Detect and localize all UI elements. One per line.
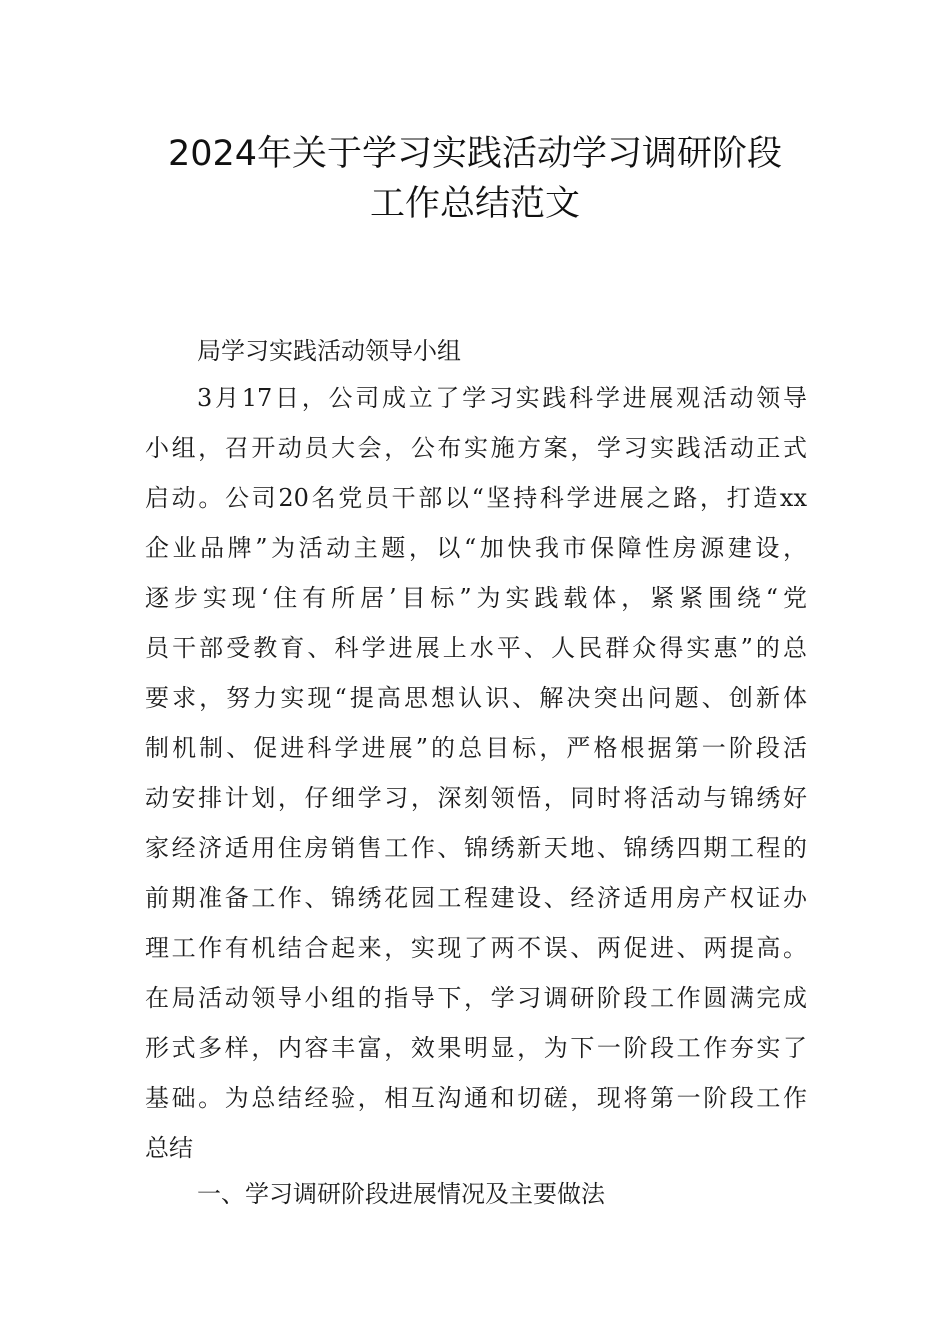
paragraph-line: 启动。公司20名党员干部以“坚持科学进展之路，打造xx [145, 484, 807, 512]
paragraph-line: 小组，召开动员大会，公布实施方案，学习实践活动正式 [145, 434, 807, 462]
paragraph-line: 逐步实现‘住有所居’目标”为实践载体，紧紧围绕“党 [145, 584, 807, 612]
paragraph-line: 形式多样，内容丰富，效果明显，为下一阶段工作夯实了 [145, 1034, 807, 1062]
paragraph-line: 员干部受教育、科学进展上水平、人民群众得实惠”的总 [145, 634, 807, 662]
paragraph-line: 3月17日，公司成立了学习实践科学进展观活动领导 [197, 384, 807, 412]
paragraph-line: 要求，努力实现“提高思想认识、解决突出问题、创新体 [145, 684, 807, 712]
paragraph-line: 制机制、促进科学进展”的总目标，严格根据第一阶段活 [145, 734, 807, 762]
paragraph-line: 在局活动领导小组的指导下，学习调研阶段工作圆满完成 [145, 984, 807, 1012]
paragraph-line: 基础。为总结经验，相互沟通和切磋，现将第一阶段工作 [145, 1084, 807, 1112]
paragraph-line: 企业品牌”为活动主题，以“加快我市保障性房源建设， [145, 534, 807, 562]
document-title-line-2: 工作总结范文 [369, 184, 580, 224]
section-heading: 一、学习调研阶段进展情况及主要做法 [197, 1180, 605, 1208]
body-paragraph [145, 382, 807, 1182]
addressee-line: 局学习实践活动领导小组 [197, 337, 461, 365]
paragraph-line: 总结 [145, 1134, 193, 1162]
document-title-line-1: 2024年关于学习实践活动学习调研阶段 [167, 134, 783, 174]
paragraph-line: 前期准备工作、锦绣花园工程建设、经济适用房产权证办 [145, 884, 807, 912]
paragraph-line: 动安排计划，仔细学习，深刻领悟，同时将活动与锦绣好 [145, 784, 807, 812]
paragraph-line: 家经济适用住房销售工作、锦绣新天地、锦绣四期工程的 [145, 834, 807, 862]
paragraph-line: 理工作有机结合起来，实现了两不误、两促进、两提高。 [145, 934, 807, 962]
